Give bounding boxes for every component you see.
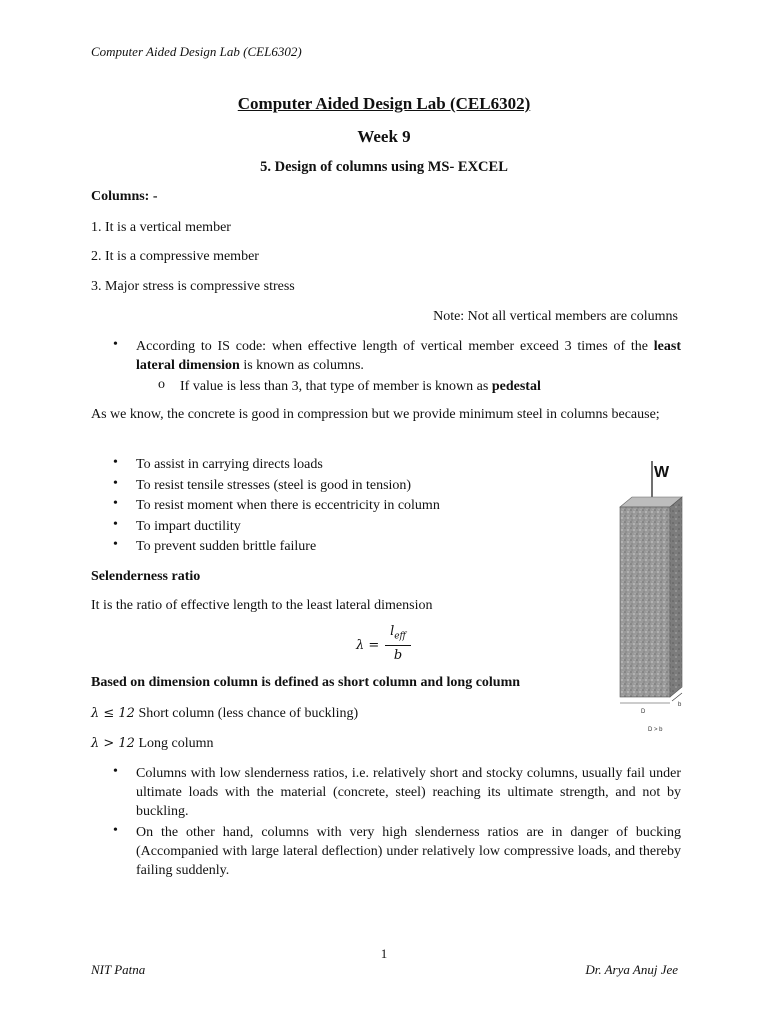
bullet-marker: • <box>113 496 118 511</box>
running-header: Computer Aided Design Lab (CEL6302) <box>91 44 302 59</box>
bullet-marker: • <box>113 764 118 779</box>
steel-intro: As we know, the concrete is good in compression but we provide minimum steel in columns because; <box>91 407 660 422</box>
formula-lhs: λ = <box>356 638 380 653</box>
bullet-marker: • <box>113 537 118 552</box>
is-code-bullet: According to IS code: when effective length of vertical member exceed 3 times of the least lateral dimension is known as columns. <box>136 339 681 373</box>
pedestal-note: If value is less than 3, that type of member is known as pedestal <box>180 379 541 394</box>
column-point-3: 3. Major stress is compressive stress <box>91 279 295 294</box>
dim-d-label: D <box>641 709 646 715</box>
classification-heading: Based on dimension column is defined as short column and long column <box>91 675 521 690</box>
bullet-marker: • <box>113 337 118 352</box>
columns-heading: Columns: - <box>91 189 158 204</box>
reason-item: To prevent sudden brittle failure <box>136 539 317 554</box>
column-side-face <box>670 497 682 697</box>
formula-numerator: $l_{eff}$ <box>390 624 406 642</box>
bullet-marker: • <box>113 476 118 491</box>
week-label: Week 9 <box>357 127 411 146</box>
topic-heading: 5. Design of columns using MS- EXCEL <box>260 159 508 175</box>
note-text: Note: Not all vertical members are columns <box>433 309 678 324</box>
bullet-marker: • <box>113 823 118 838</box>
formula-denominator: b <box>393 648 403 663</box>
load-label: W <box>654 464 670 481</box>
page-number: 1 <box>380 946 388 961</box>
column-point-1: 1. It is a vertical member <box>91 220 231 235</box>
footer-author: Dr. Arya Anuj Jee <box>585 962 678 977</box>
footer-institute: NIT Patna <box>91 962 146 977</box>
slenderness-bullet: Columns with low slenderness ratios, i.e. relatively short and stocky columns, usually fail under ultimate loads with the material (concrete, steel) reaching its ultimate strength, and not by buckling. <box>136 766 681 819</box>
reason-item: To assist in carrying directs loads <box>136 457 323 472</box>
bullet-marker: • <box>113 455 118 470</box>
column-point-2: 2. It is a compressive member <box>91 249 259 264</box>
short-column-rule: λ ≤ 12 Short column (less chance of buckling) <box>91 706 359 721</box>
reason-item: To resist tensile stresses (steel is good in tension) <box>136 478 412 493</box>
column-figure <box>600 455 710 745</box>
reason-item: To resist moment when there is eccentricity in column <box>136 498 440 513</box>
dim-b-label: b <box>678 702 682 708</box>
page-title: Computer Aided Design Lab (CEL6302) <box>237 94 531 113</box>
slenderness-definition: It is the ratio of effective length to the least lateral dimension <box>91 598 433 613</box>
dim-relation-label: D > b <box>648 727 663 733</box>
slenderness-bullet: On the other hand, columns with very high slenderness ratios are in danger of bucking (Accompanied with large lateral deflection) under relatively low compressive loads, and thereby failing suddenly. <box>136 825 681 878</box>
reason-item: To impart ductility <box>136 519 241 534</box>
column-front-face <box>620 507 670 697</box>
fraction-bar <box>385 645 411 646</box>
slenderness-heading: Selenderness ratio <box>91 569 201 584</box>
bullet-marker: • <box>113 517 118 532</box>
sub-bullet-marker: o <box>158 377 165 392</box>
long-column-rule: λ > 12 Long column <box>91 736 214 751</box>
